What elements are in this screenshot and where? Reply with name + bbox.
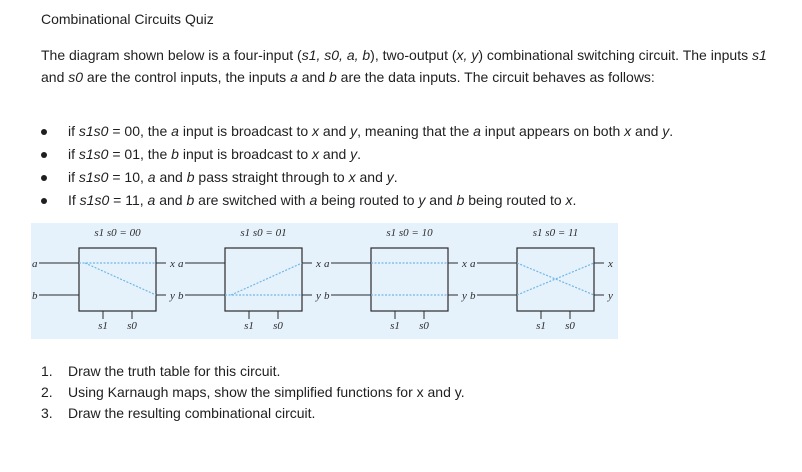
task-text: Using Karnaugh maps, show the simplified functions for x and y. — [68, 384, 465, 400]
output-x-label: x — [462, 258, 467, 270]
output-y-label: y — [462, 290, 467, 302]
input-a-label: a — [32, 258, 38, 270]
output-x-label: x — [608, 258, 613, 270]
task-text: Draw the resulting combinational circuit. — [68, 405, 316, 421]
bullet-icon — [41, 129, 47, 135]
panel-label: s1 s0 = 11 — [532, 227, 579, 239]
behavior-text: If s1s0 = 11, a and b are switched with a being routed to y and b being routed to x. — [68, 192, 577, 208]
control-s0-label: s0 — [273, 320, 283, 332]
output-y-label: y — [316, 290, 321, 302]
behavior-text: if s1s0 = 00, the a input is broadcast to x and y, meaning that the a input appears on both x and y. — [68, 123, 674, 139]
bullet-icon — [41, 198, 47, 204]
panel-label: s1 s0 = 00 — [94, 227, 141, 239]
panel-label: s1 s0 = 10 — [386, 227, 433, 239]
input-b-label: b — [324, 290, 330, 302]
behavior-text: if s1s0 = 10, a and b pass straight through to x and y. — [68, 169, 398, 185]
panel-label: s1 s0 = 01 — [240, 227, 287, 239]
control-s1-label: s1 — [98, 320, 108, 332]
task-number: 3. — [41, 405, 53, 421]
task-item — [41, 361, 465, 382]
input-a-label: a — [178, 258, 184, 270]
control-s1-label: s1 — [244, 320, 254, 332]
input-b-label: b — [470, 290, 476, 302]
output-y-label: y — [608, 290, 613, 302]
bullet-icon — [41, 175, 47, 181]
behavior-item — [41, 190, 673, 213]
behavior-item — [41, 121, 673, 144]
output-x-label: x — [316, 258, 321, 270]
input-a-label: a — [470, 258, 476, 270]
control-s0-label: s0 — [419, 320, 429, 332]
switching-circuit-diagram — [31, 223, 618, 339]
task-text: Draw the truth table for this circuit. — [68, 363, 281, 379]
behavior-list — [41, 121, 673, 213]
task-list — [41, 361, 465, 424]
output-x-label: x — [170, 258, 175, 270]
input-b-label: b — [32, 290, 38, 302]
quiz-title: Combinational Circuits Quiz — [41, 11, 214, 27]
diagram-background — [31, 223, 618, 339]
task-number: 1. — [41, 363, 53, 379]
task-item — [41, 382, 465, 403]
control-s0-label: s0 — [565, 320, 575, 332]
input-b-label: b — [178, 290, 184, 302]
task-number: 2. — [41, 384, 53, 400]
behavior-item — [41, 167, 673, 190]
control-s0-label: s0 — [127, 320, 137, 332]
behavior-item — [41, 144, 673, 167]
output-y-label: y — [170, 290, 175, 302]
input-a-label: a — [324, 258, 330, 270]
intro-paragraph: The diagram shown below is a four-input (s1, s0, a, b), two-output (x, y) combinational switching circuit. The inputs s1 and s0 are the control inputs, the inputs a and b are the data inputs. The circuit behaves as follows: — [41, 47, 767, 85]
task-item — [41, 403, 465, 424]
control-s1-label: s1 — [536, 320, 546, 332]
control-s1-label: s1 — [390, 320, 400, 332]
bullet-icon — [41, 152, 47, 158]
behavior-text: if s1s0 = 01, the b input is broadcast to x and y. — [68, 146, 362, 162]
